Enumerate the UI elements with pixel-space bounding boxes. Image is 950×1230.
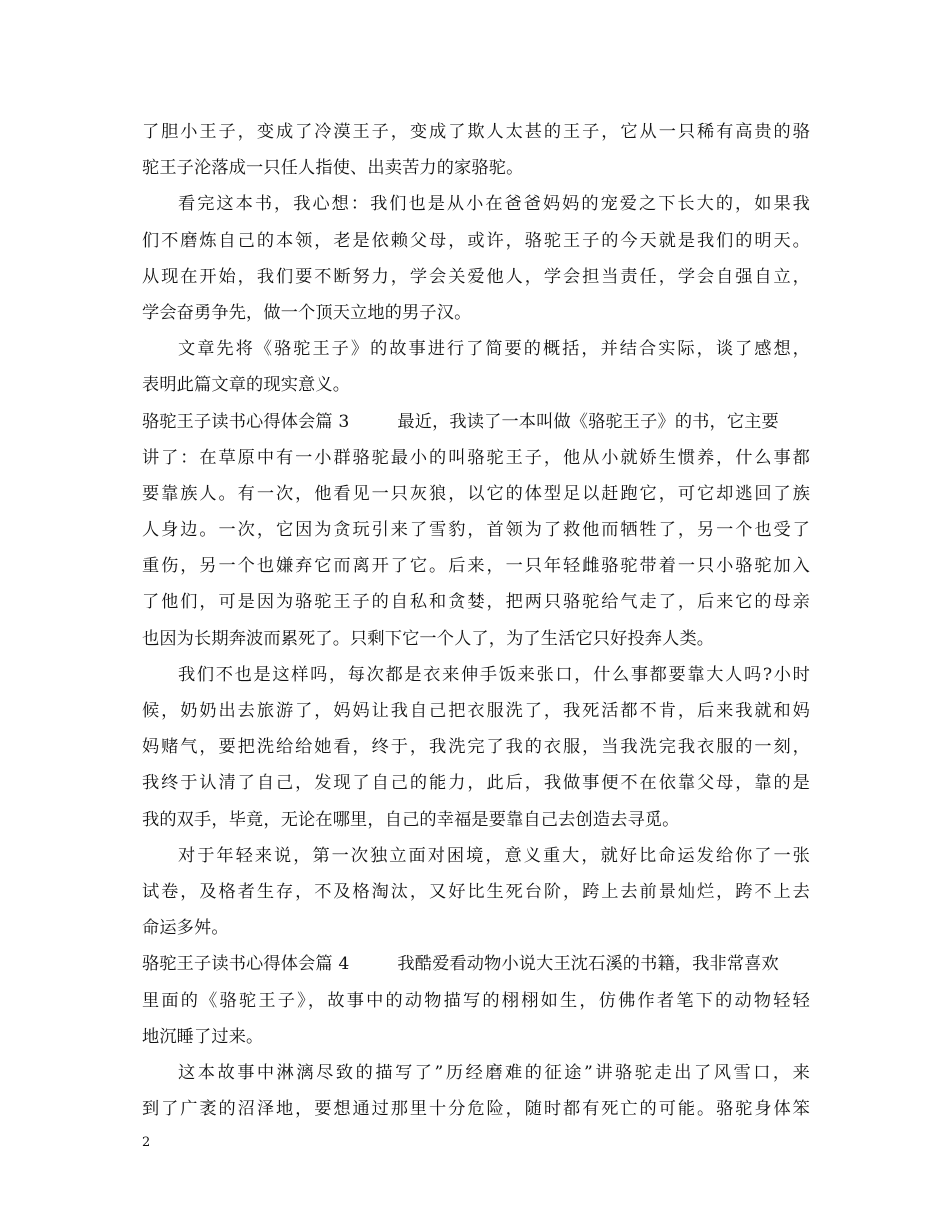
body-line: 里面的《骆驼王子》，故事中的动物描写的栩栩如生，仿佛作者笔下的动物轻轻 [142, 990, 810, 1011]
body-line: 学会奋勇争先，做一个顶天立地的男子汉。 [142, 302, 472, 323]
body-line: 命运多舛。 [142, 918, 229, 939]
section-heading-line [142, 946, 810, 982]
body-line: 我的双手，毕竟，无论在哪里，自己的幸福是要靠自己去创造去寻觅。 [142, 809, 680, 830]
section-heading: 骆驼王子读书心得体会篇 4 [142, 954, 350, 975]
body-line: 们不磨炼自己的本领，老是依赖父母，或许，骆驼王子的今天就是我们的明天。 [142, 230, 810, 251]
paragraph-first-line: 我们不也是这样吗，每次都是衣来伸手饭来张口，什么事都要靠大人吗?小时 [178, 664, 810, 685]
body-line: 到了广袤的沼泽地，要想通过那里十分危险，随时都有死亡的可能。骆驼身体笨 [142, 1099, 810, 1120]
section-heading-line [142, 404, 810, 440]
body-line: 从现在开始，我们要不断努力，学会关爱他人，学会担当责任，学会自强自立， [142, 266, 810, 287]
section-first-sentence: 我酷爱看动物小说大王沈石溪的书籍，我非常喜欢 [397, 954, 779, 975]
body-line: 地沉睡了过来。 [142, 1026, 264, 1047]
body-line: 了胆小王子，变成了冷漠王子，变成了欺人太甚的王子，它从一只稀有高贵的骆 [142, 122, 810, 142]
section-first-sentence: 最近，我读了一本叫做《骆驼王子》的书，它主要 [397, 411, 779, 432]
body-line: 了他们，可是因为骆驼王子的自私和贪婪，把两只骆驼给气走了，后来它的母亲 [142, 592, 810, 613]
section-heading: 骆驼王子读书心得体会篇 3 [142, 411, 350, 432]
body-line: 重伤，另一个也嫌弃它而离开了它。后来，一只年轻雌骆驼带着一只小骆驼加入 [142, 556, 810, 577]
body-line: 人身边。一次，它因为贪玩引来了雪豹，首领为了救他而牺牲了，另一个也受了 [142, 520, 810, 541]
body-line: 也因为长期奔波而累死了。只剩下它一个人了，为了生活它只好投奔人类。 [142, 628, 715, 649]
body-line: 试卷，及格者生存，不及格淘汰，又好比生死台阶，跨上去前景灿烂，跨不上去 [142, 881, 810, 902]
body-line: 候，奶奶出去旅游了，妈妈让我自己把衣服洗了，我死活都不肯，后来我就和妈 [142, 701, 810, 721]
body-line: 妈赌气，要把洗给给她看，终于，我洗完了我的衣服，当我洗完我衣服的一刻， [142, 737, 810, 758]
page-number: 2 [142, 1135, 151, 1150]
page-content [142, 114, 810, 1127]
paragraph-first-line: 这本故事中淋漓尽致的描写了”历经磨难的征途”讲骆驼走出了风雪口，来 [178, 1062, 810, 1083]
paragraph-first-line: 对于年轻来说，第一次独立面对困境，意义重大，就好比命运发给你了一张 [178, 845, 810, 866]
paragraph-first-line: 看完这本书，我心想：我们也是从小在爸爸妈妈的宠爱之下长大的，如果我 [178, 194, 810, 215]
body-line: 驼王子沦落成一只任人指使、出卖苦力的家骆驼。 [142, 158, 524, 179]
paragraph-first-line: 文章先将《骆驼王子》的故事进行了简要的概括，并结合实际，谈了感想， [178, 339, 810, 360]
body-line: 讲了：在草原中有一小群骆驼最小的叫骆驼王子，他从小就娇生惯养，什么事都 [142, 447, 810, 468]
body-line: 表明此篇文章的现实意义。 [142, 375, 351, 396]
body-line: 我终于认清了自己，发现了自己的能力，此后，我做事便不在依靠父母，靠的是 [142, 773, 810, 794]
body-line: 要靠族人。有一次，他看见一只灰狼，以它的体型足以赶跑它，可它却逃回了族 [142, 483, 810, 504]
